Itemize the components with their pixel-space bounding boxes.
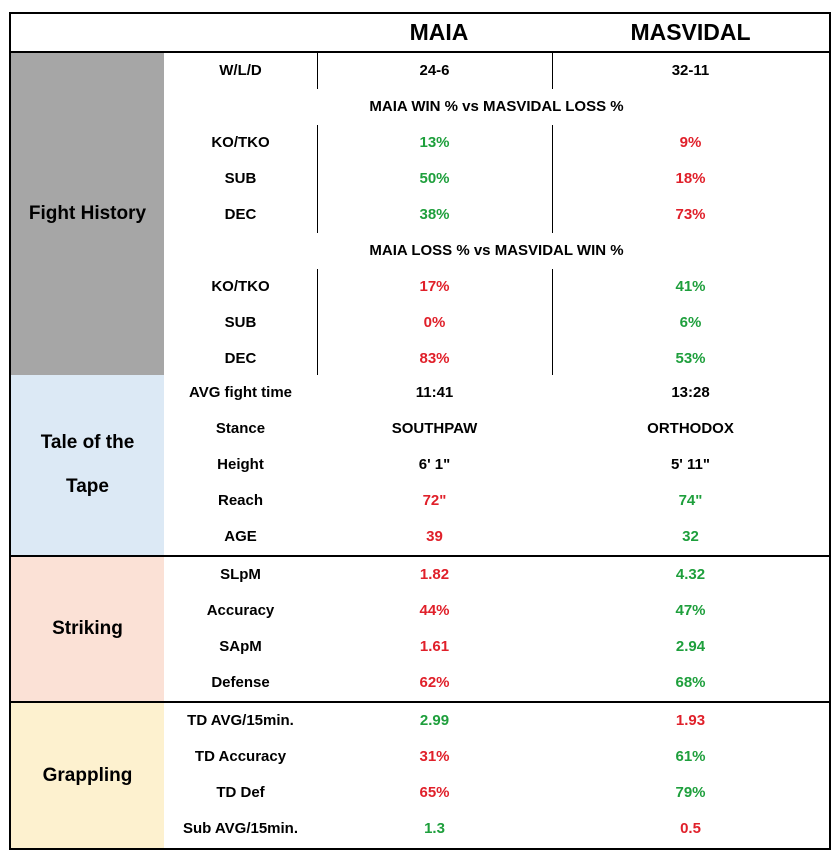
divider xyxy=(552,269,553,375)
section-label-striking: Striking xyxy=(11,557,164,701)
section-tale-of-tape xyxy=(11,375,829,555)
fighter-b-value: 32 xyxy=(682,528,699,545)
fighter-b-value: 68% xyxy=(675,674,706,691)
fighter-a-name: MAIA xyxy=(409,19,469,45)
row-label: Defense xyxy=(211,674,270,691)
fighter-a-value: 62% xyxy=(419,674,450,691)
table-row xyxy=(164,197,829,233)
divider xyxy=(317,53,318,89)
fighter-b-value: 79% xyxy=(675,784,706,801)
table-row xyxy=(164,305,829,341)
row-label: DEC xyxy=(224,350,257,367)
fighter-b-value: 41% xyxy=(675,278,706,295)
divider xyxy=(317,125,318,233)
fighter-b-name: MASVIDAL xyxy=(630,19,751,45)
table-row xyxy=(164,161,829,197)
table-row-wld xyxy=(164,53,829,89)
fighter-a-value: 1.61 xyxy=(419,638,450,655)
divider xyxy=(317,269,318,375)
fighter-a-value: 1.82 xyxy=(419,566,450,583)
fighter-a-value: 72" xyxy=(422,492,447,509)
fighter-a-value: 50% xyxy=(419,170,450,187)
row-label: TD Def xyxy=(216,784,265,801)
table-row xyxy=(164,375,829,411)
table-row xyxy=(164,519,829,555)
fighter-a-value: 17% xyxy=(419,278,450,295)
table-row xyxy=(164,341,829,377)
fighter-b-value: 1.93 xyxy=(675,712,706,729)
fighter-a-value: 6' 1" xyxy=(418,456,451,473)
section-label-fight-history: Fight History xyxy=(11,53,164,375)
fighter-a-value: 11:41 xyxy=(415,384,454,401)
comparison-table xyxy=(9,12,831,850)
fighter-a-value: 39 xyxy=(426,528,443,545)
row-label: Sub AVG/15min. xyxy=(182,820,299,837)
fighter-b-value: 4.32 xyxy=(675,566,706,583)
row-label: SUB xyxy=(224,170,257,187)
fighter-a-value: 1.3 xyxy=(424,820,445,837)
fighter-b-value: 9% xyxy=(679,134,702,151)
table-row xyxy=(164,665,829,701)
row-label: SApM xyxy=(219,638,262,655)
header-row xyxy=(11,14,829,53)
row-label: SLpM xyxy=(220,566,261,583)
table-row xyxy=(164,447,829,483)
section-fight-history xyxy=(11,53,829,375)
section-grappling xyxy=(11,703,829,848)
table-row xyxy=(164,411,829,447)
row-label: DEC xyxy=(224,206,257,223)
table-row xyxy=(164,811,829,847)
table-row xyxy=(164,483,829,519)
fighter-b-value: 74" xyxy=(678,492,703,509)
fighter-a-value: 2.99 xyxy=(419,712,450,729)
table-row xyxy=(164,557,829,593)
fighter-b-value: 6% xyxy=(679,314,702,331)
fighter-b-value: 13:28 xyxy=(671,384,710,401)
fighter-b-value: 53% xyxy=(675,350,706,367)
fighter-b-value: 0.5 xyxy=(680,820,701,837)
divider xyxy=(552,125,553,233)
row-label: Height xyxy=(217,456,264,473)
fighter-a-value: 13% xyxy=(419,134,450,151)
fighter-b-value: 47% xyxy=(675,602,706,619)
row-label: KO/TKO xyxy=(211,278,270,295)
table-row xyxy=(164,775,829,811)
section-striking xyxy=(11,557,829,701)
table-row xyxy=(164,629,829,665)
table-row xyxy=(164,703,829,739)
table-row xyxy=(164,125,829,161)
subheading-loss-vs-win: MAIA LOSS % vs MASVIDAL WIN % xyxy=(369,242,624,259)
row-label: TD Accuracy xyxy=(194,748,287,765)
fighter-b-value: 61% xyxy=(675,748,706,765)
row-label: KO/TKO xyxy=(211,134,270,151)
section-label-grappling: Grappling xyxy=(11,703,164,848)
fighter-a-value: 38% xyxy=(419,206,450,223)
row-label: Stance xyxy=(215,420,266,437)
row-label: AVG fight time xyxy=(188,384,293,401)
subheading-win-vs-loss: MAIA WIN % vs MASVIDAL LOSS % xyxy=(369,98,624,115)
fighter-b-value: 18% xyxy=(675,170,706,187)
fighter-b-value: 2.94 xyxy=(675,638,706,655)
table-row xyxy=(164,593,829,629)
row-label: Accuracy xyxy=(206,602,275,619)
fighter-b-value: 73% xyxy=(675,206,706,223)
row-label: W/L/D xyxy=(219,62,262,79)
fighter-b-value: 32-11 xyxy=(671,62,710,79)
table-row xyxy=(164,269,829,305)
divider xyxy=(552,53,553,89)
fighter-b-value: 5' 11" xyxy=(670,456,711,473)
fighter-a-value: SOUTHPAW xyxy=(391,420,478,437)
fighter-b-value: ORTHODOX xyxy=(647,420,734,437)
fighter-a-value: 31% xyxy=(419,748,450,765)
fighter-a-value: 24-6 xyxy=(419,62,450,79)
fighter-a-value: 65% xyxy=(419,784,450,801)
table-row xyxy=(164,739,829,775)
section-label-tale-of-tape: Tale of the Tape xyxy=(11,375,164,555)
fighter-a-value: 83% xyxy=(419,350,450,367)
fighter-a-value: 0% xyxy=(423,314,446,331)
fighter-a-value: 44% xyxy=(419,602,450,619)
row-label: TD AVG/15min. xyxy=(187,712,294,729)
row-label: SUB xyxy=(224,314,257,331)
row-label: Reach xyxy=(217,492,264,509)
row-label: AGE xyxy=(224,528,257,545)
